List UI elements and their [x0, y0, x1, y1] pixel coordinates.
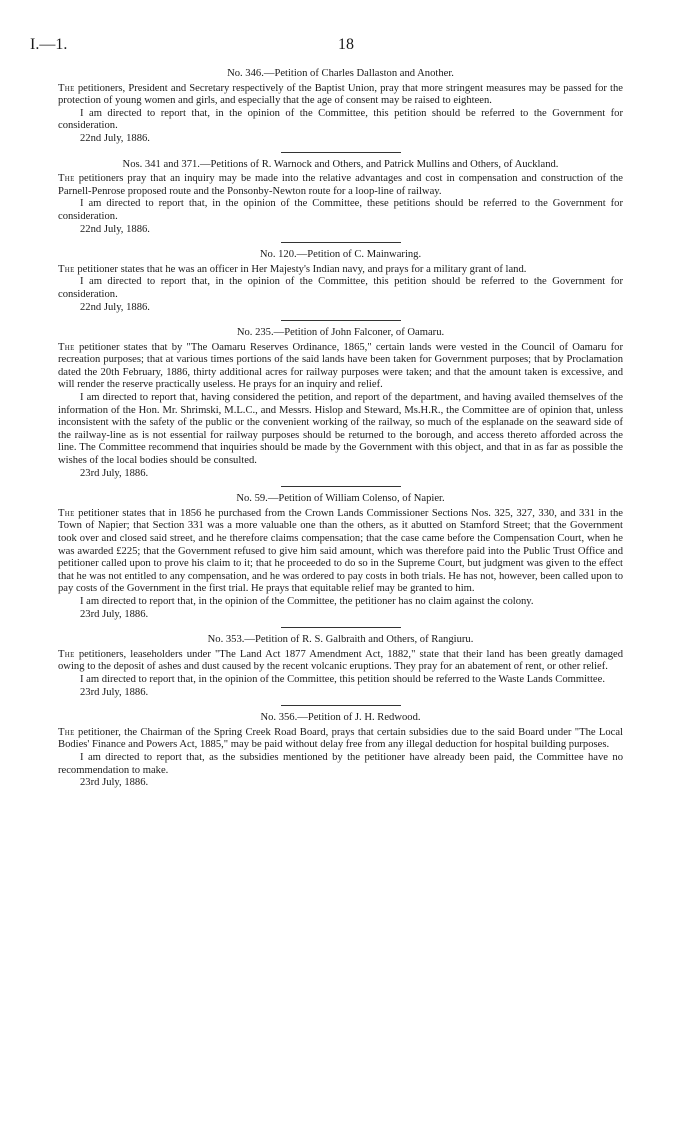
section-divider [281, 320, 401, 321]
statement-text: petitioners, leaseholders under "The Land Act 1877 Amendment Act, 1882," state that their land has been greatly damaged owing to the deposit of ashes and dust caused by the recent volcanic eruptions. They pray for an abatement of rent, or other relief. [58, 648, 623, 673]
petition-heading: No. 353.—Petition of R. S. Galbraith and Others, of Rangiuru. [207, 634, 474, 646]
petition-heading: No. 59.—Petition of William Colenso, of Napier. [236, 493, 445, 505]
committee-report: I am directed to report that, as the subsidies mentioned by the petitioner have already been paid, the Committee have no recommendation to make. [58, 751, 623, 776]
statement-first-word: The [58, 263, 75, 275]
report-date: 22nd July, 1886. [80, 132, 150, 144]
committee-report: I am directed to report that, in the opinion of the Committee, this petition should be referred to the Government for consideration. [58, 276, 623, 300]
petition-section [58, 159, 623, 237]
section-divider [281, 486, 401, 487]
petition-section [58, 68, 623, 146]
document-body [58, 68, 623, 790]
petition-heading: No. 356.—Petition of J. H. Redwood. [260, 712, 421, 724]
report-date: 23rd July, 1886. [80, 777, 149, 789]
statement-text: petitioner, the Chairman of the Spring Creek Road Board, prays that certain subsidies due to the said Board under "The Local Bodies' Finance and Powers Act, 1885," may be paid without delay free from any illegal deduction for hospital building purposes. [58, 726, 623, 751]
statement-first-word: The [58, 173, 75, 185]
statement-first-word: The [58, 341, 75, 353]
petition-statement [58, 83, 623, 108]
petition-heading: No. 120.—Petition of C. Mainwaring. [259, 249, 422, 261]
petition-statement [58, 173, 623, 198]
petition-section [58, 249, 623, 314]
petition-section [58, 493, 623, 621]
report-date: 23rd July, 1886. [80, 686, 149, 698]
petition-section [58, 634, 623, 699]
committee-report: I am directed to report that, in the opinion of the Committee, this petition should be referred to the Government for consideration. [58, 107, 623, 132]
report-date: 23rd July, 1886. [80, 608, 149, 620]
petition-section [58, 327, 623, 480]
petition-statement [58, 264, 623, 277]
statement-first-word: The [58, 726, 75, 738]
report-date: 22nd July, 1886. [80, 223, 150, 235]
petition-heading: Nos. 341 and 371.—Petitions of R. Warnock and Others, and Patrick Mullins and Others, of Auckland. [122, 158, 559, 170]
statement-first-word: The [58, 82, 75, 94]
report-date: 22nd July, 1886. [80, 301, 150, 313]
statement-text: petitioners, President and Secretary respectively of the Baptist Union, pray that more stringent measures may be passed for the protection of young women and girls, and especially that the age of consent may be raised to eighteen. [58, 82, 623, 107]
section-divider [281, 627, 401, 628]
petition-statement [58, 508, 623, 596]
petition-section [58, 712, 623, 790]
paper-reference: I.—1. [30, 36, 68, 53]
committee-report: I am directed to report that, in the opinion of the Committee, the petitioner has no claim against the colony. [80, 595, 534, 607]
petition-heading: No. 346.—Petition of Charles Dallaston and Another. [227, 68, 454, 79]
statement-text: petitioner states that by "The Oamaru Reserves Ordinance, 1865," certain lands were vested in the Council of Oamaru for recreation purposes; that at various times portions of the said lands have been taken for Government purposes; that by Proclamation dated the 20th February, 1886, thirty additional acres for railway purposes were taken; and that the amount taken is excessive, and will render the reserve practically useless. He prays for an inquiry and relief. [58, 341, 623, 391]
petition-statement [58, 649, 623, 674]
page-header [30, 36, 670, 54]
section-divider [281, 152, 401, 153]
committee-report: I am directed to report that, having considered the petition, and report of the department, and having availed themselves of the information of the Hon. Mr. Shrimski, M.L.C., and Messrs. Hislop and Steward, Ms.H.R., the Committee are of opinion that, unless inconsistent with the safety of the public or the convenient working of the railway, so much of the esplanade on the seaward side of the railway-line as is not essential for railway purposes should be returned to the borough, and access thereto afforded across the line. The Committee recommend that inquiries should be made by the Government with this object, and that in as far as possible the wishes of the local bodies should be consulted. [58, 392, 623, 467]
statement-text: petitioner states that he was an officer in Her Majesty's Indian navy, and prays for a military grant of land. [77, 263, 527, 275]
petition-statement [58, 727, 623, 752]
statement-text: petitioners pray that an inquiry may be made into the relative advantages and cost in compensation and construction of the Parnell-Penrose proposed route and the Ponsonby-Newton route for a loop-line of railway. [58, 173, 623, 197]
statement-first-word: The [58, 507, 75, 519]
petition-heading: No. 235.—Petition of John Falconer, of Oamaru. [236, 327, 445, 339]
report-date: 23rd July, 1886. [80, 467, 149, 479]
statement-text: petitioner states that in 1856 he purchased from the Crown Lands Commissioner Sections Nos. 325, 327, 330, and 331 in the Town of Napier; that Section 331 was a more valuable one than the others, as it abutted on Stamford Street; that the Government took over and closed said street, and he therefore claims compensation; that the case came before the Compensation Court, when he was awarded £225; that the Government refused to give him said amount, which was therefore paid into the Public Trust Office and petitioner called upon to prove his claim to it; that he proceeded to do so in the Supreme Court, but judgment was given to the effect that he was not entitled to any compensation, and he was ordered to pay costs in both trials. He has not, however, been called upon to pay costs of the Government in the first trial. He prays that equitable relief may be granted to him. [58, 507, 623, 595]
committee-report: I am directed to report that, in the opinion of the Committee, these petitions should be referred to the Government for consideration. [58, 198, 623, 222]
committee-report: I am directed to report that, in the opinion of the Committee, this petition should be referred to the Waste Lands Committee. [80, 673, 605, 685]
page-number: 18 [338, 36, 354, 53]
section-divider [281, 242, 401, 243]
section-divider [281, 705, 401, 706]
statement-first-word: The [58, 648, 75, 660]
petition-statement [58, 342, 623, 392]
